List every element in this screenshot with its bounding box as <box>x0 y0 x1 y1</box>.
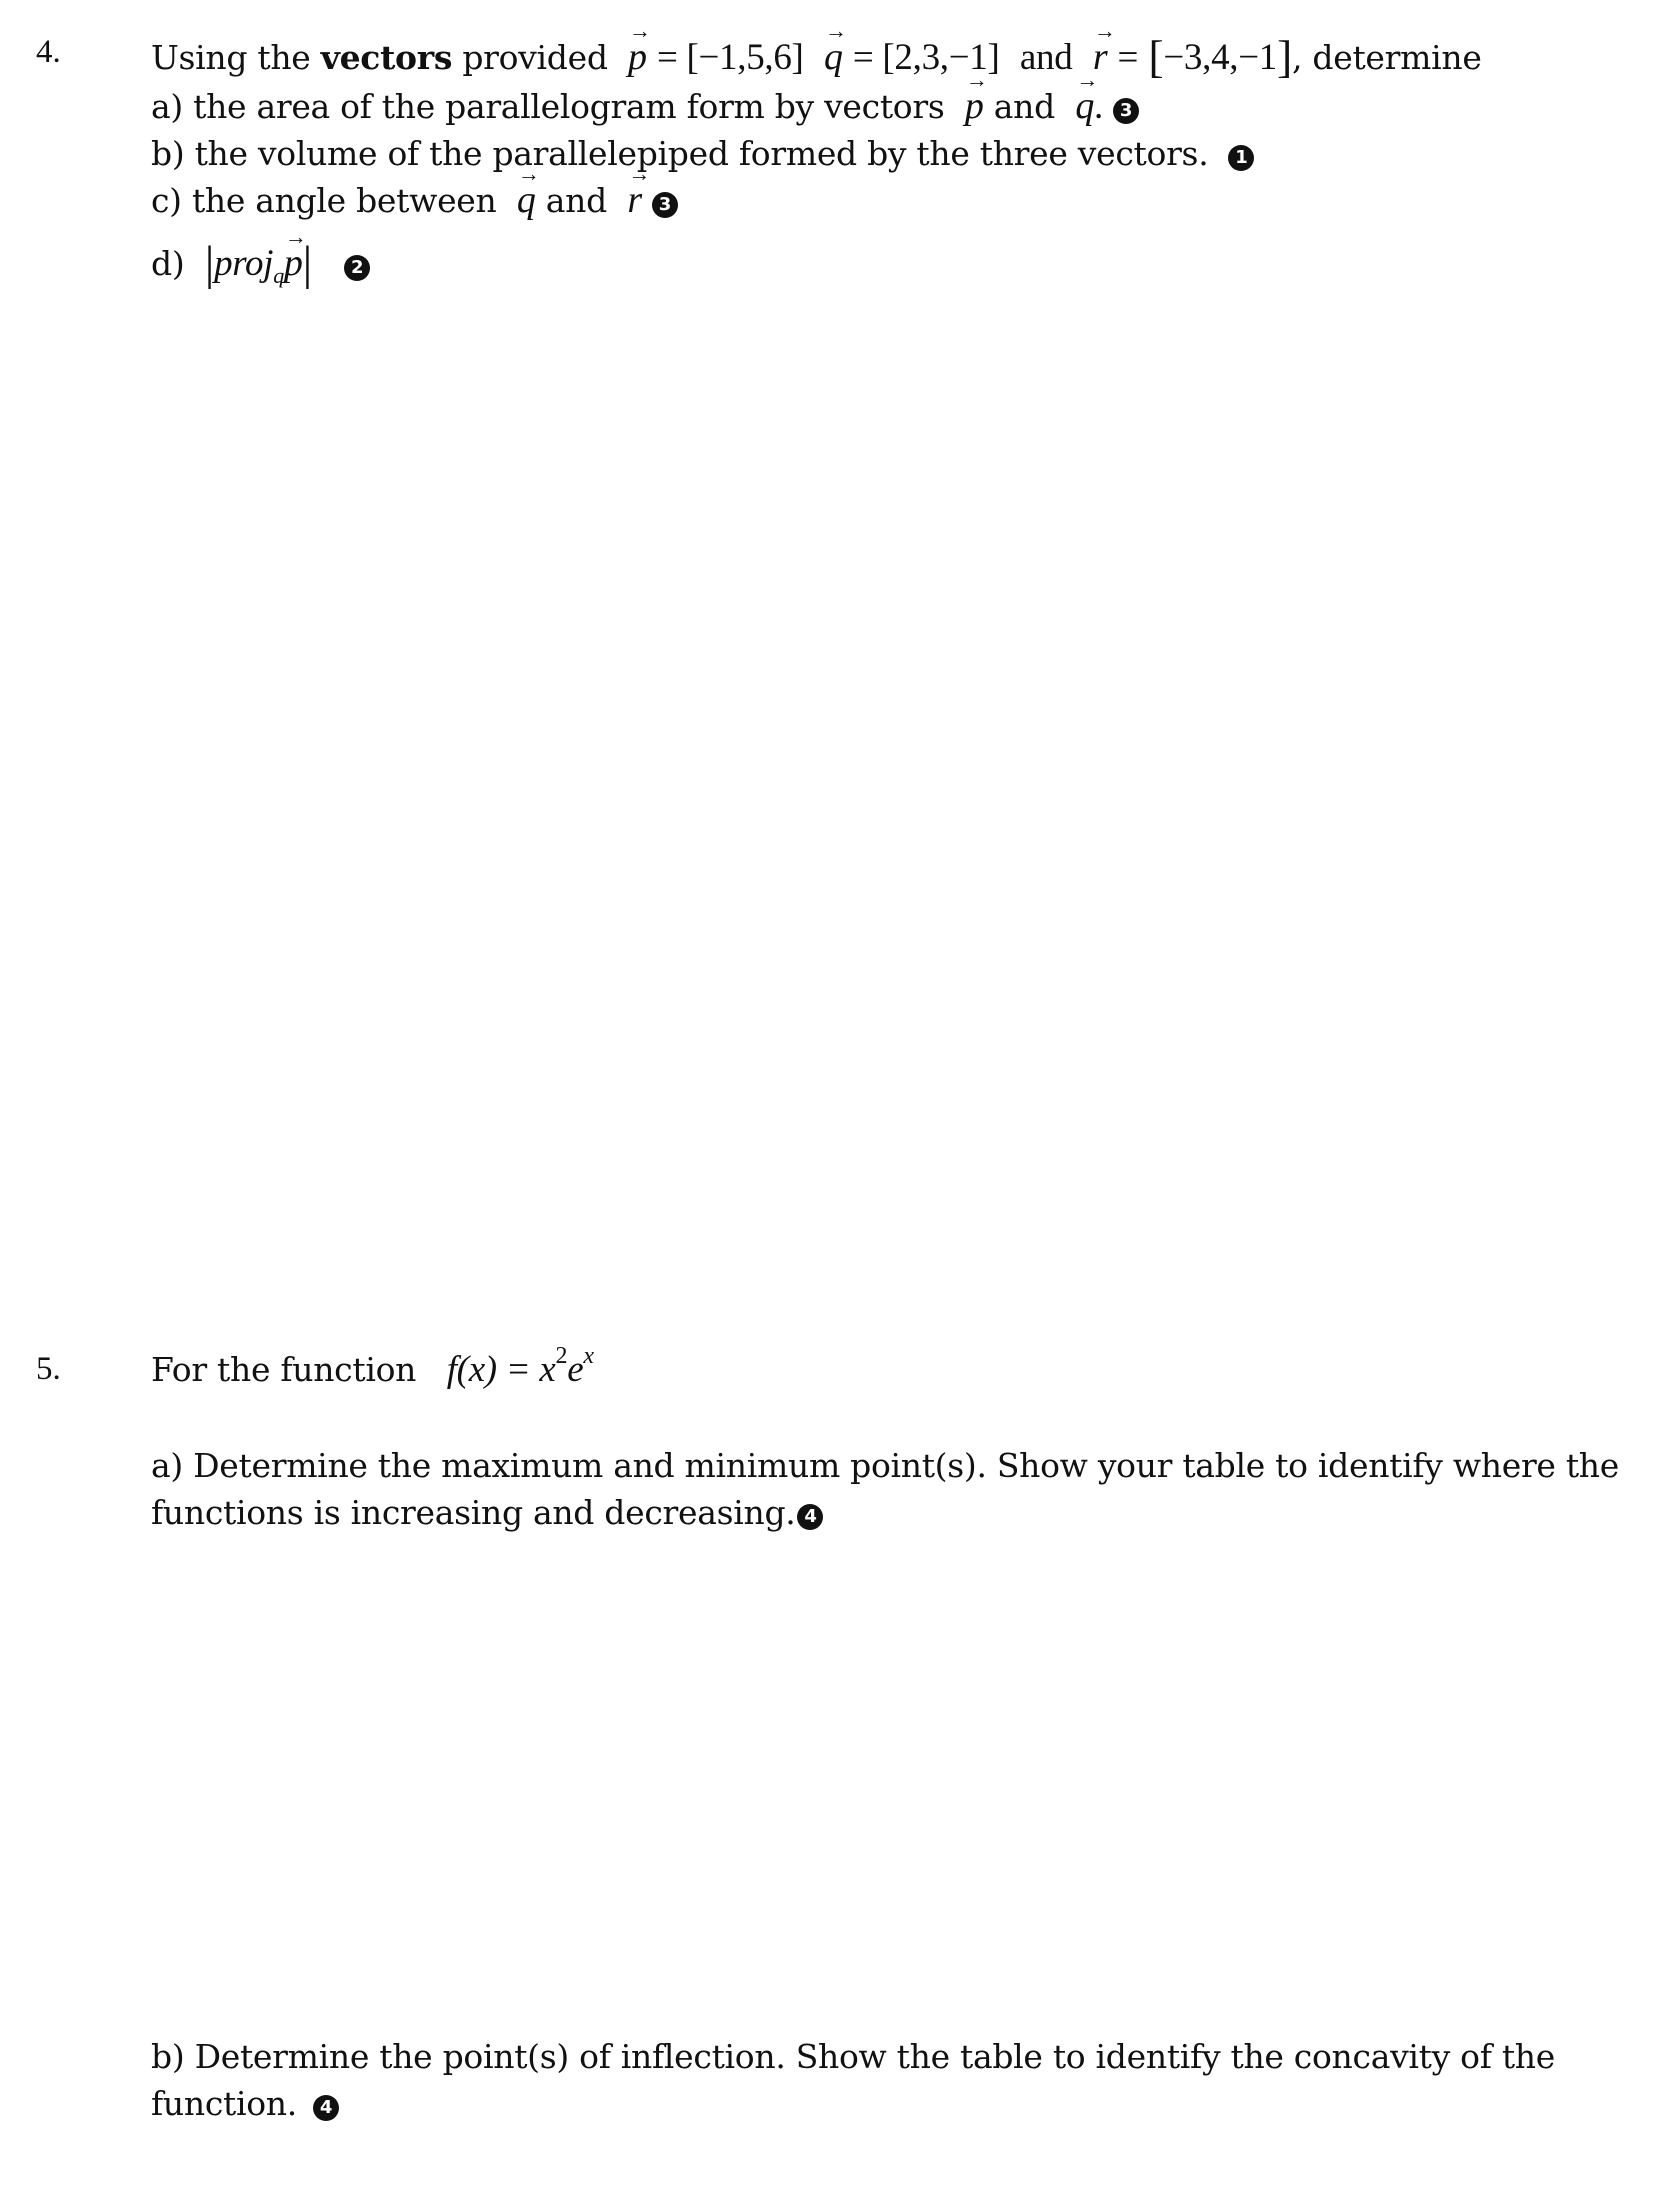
part-a-p-symbol: → p <box>965 84 984 128</box>
part-a-q-symbol: → q <box>1075 84 1094 128</box>
vector-q-symbol: → q <box>824 35 843 79</box>
question-5-part-b <box>151 2033 1651 2127</box>
question-4-number: 4. <box>36 34 61 70</box>
and-word: and <box>1019 37 1073 78</box>
proj-p-symbol: → p <box>284 241 303 285</box>
question-4-intro: Using the vectors provided → p = [−1,5,6] → q = [2,3,−1] and → r = [−3,4,−1], determine <box>151 30 1482 83</box>
part-d-label: d) <box>151 244 185 283</box>
part-a-text: a) the area of the parallelogram form by vectors <box>151 87 945 126</box>
mark-badge-icon: 2 <box>344 255 370 281</box>
vector-r-value: −3,4,−1 <box>1163 37 1277 78</box>
part-c-q-symbol: → q <box>517 178 536 222</box>
question-4-part-a: a) the area of the parallelogram form by vectors → p and → q. 3 <box>151 84 1139 128</box>
mark-badge-icon: 3 <box>652 192 678 218</box>
mark-badge-icon: 3 <box>1113 98 1139 124</box>
part-c-r-symbol: → r <box>627 178 642 222</box>
part-c-and: and <box>545 181 607 220</box>
intro-bold-vectors: vectors <box>320 38 453 77</box>
question-5-intro-text: For the function <box>151 1350 417 1389</box>
mark-badge-icon: 1 <box>1228 145 1254 171</box>
question-4-part-d: d) |proj$_q$→ p| 2 <box>151 236 370 291</box>
vector-q-value: = [2,3,−1] <box>852 37 1000 78</box>
vector-p-symbol: → p <box>628 35 647 79</box>
question-5-part-a <box>151 1442 1651 1536</box>
part-c-text: c) the angle between <box>151 181 497 220</box>
intro-mid: provided <box>462 38 608 77</box>
question-4-part-c <box>151 178 678 222</box>
function-exponent-2: 2 <box>555 1343 568 1369</box>
question-5-part-b-text: b) Determine the point(s) of inflection. Show the table to identify the concavity of the function. <box>151 2037 1555 2123</box>
question-5-part-a-text: a) Determine the maximum and minimum point(s). Show your table to identify where the functions is increasing and decreasing. <box>151 1446 1619 1532</box>
vector-p-value: = [−1,5,6] <box>656 37 804 78</box>
function-exponent-x: x <box>583 1343 594 1369</box>
part-a-and: and <box>993 87 1055 126</box>
question-5-number: 5. <box>36 1351 61 1387</box>
function-lhs: f(x) = x <box>446 1349 556 1390</box>
vector-r-symbol: → r <box>1093 35 1108 79</box>
question-4-part-b <box>151 134 1254 173</box>
mark-badge-icon: 4 <box>313 2095 339 2121</box>
intro-suffix: , determine <box>1292 38 1482 77</box>
intro-prefix: Using the <box>151 38 311 77</box>
part-b-text: b) the volume of the parallelepiped formed by the three vectors. <box>151 134 1209 173</box>
function-base-e: e <box>567 1349 584 1390</box>
proj-word: proj <box>214 243 274 284</box>
mark-badge-icon: 4 <box>797 1504 823 1530</box>
question-5-intro <box>151 1343 594 1391</box>
proj-subscript-q: q <box>273 263 284 288</box>
